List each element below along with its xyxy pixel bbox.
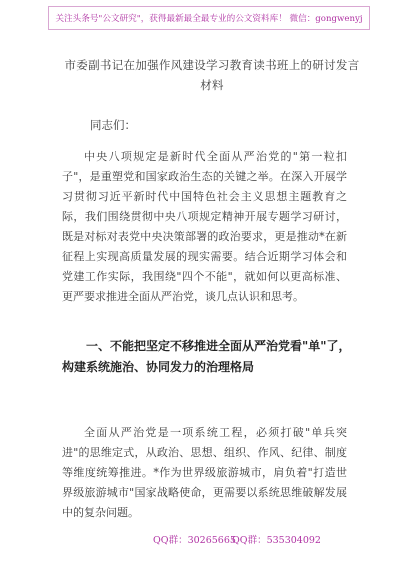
banner-text: 关注头条号"公文研究"，获得最新最全最专业的公文资料库！ 微信：gongwenyj bbox=[55, 14, 363, 24]
footer-qq-group-1: QQ群：30265665 bbox=[153, 535, 236, 546]
top-banner bbox=[48, 6, 370, 30]
salutation: 同志们： bbox=[90, 118, 136, 132]
body-paragraph-1: 中央八项规定是新时代全面从严治党的"第一粒扣子"，是重塑党和国家政治生态的关键之举。在深入开展学习贯彻习近平新时代中国特色社会主义思想主题教育之际，我们围绕贯彻中央八项规定精神开展专题学习研讨，既是对标对表党中央决策部署的政治要求，更是推动*在新征程上实现高质量发展的现实需要。结合近期学习体会和党建工作实际，我围绕"四个不能"，就如何以更高标准、更严要求推进全面从严治党，谈几点认识和思考。 bbox=[62, 150, 347, 303]
footer-qq-group-2: QQ群：535304092 bbox=[232, 535, 321, 546]
body-paragraph-2: 全面从严治党是一项系统工程，必须打破"单兵突进"的思维定式，从政治、思想、组织、作风、纪律、制度等维度统筹推进。*作为世界级旅游城市，肩负着"打造世界级旅游城市"国家战略使命，更需要以系统思维破解发展中的复杂问题。 bbox=[62, 426, 347, 519]
footer bbox=[0, 532, 408, 546]
document-title: 市委副书记在加强作风建设学习教育读书班上的研讨发言材料 bbox=[64, 58, 360, 92]
section-heading-1: 一、不能把坚定不移推进全面从严治党看"单"了，构建系统施治、协同发力的治理格局 bbox=[62, 339, 351, 374]
